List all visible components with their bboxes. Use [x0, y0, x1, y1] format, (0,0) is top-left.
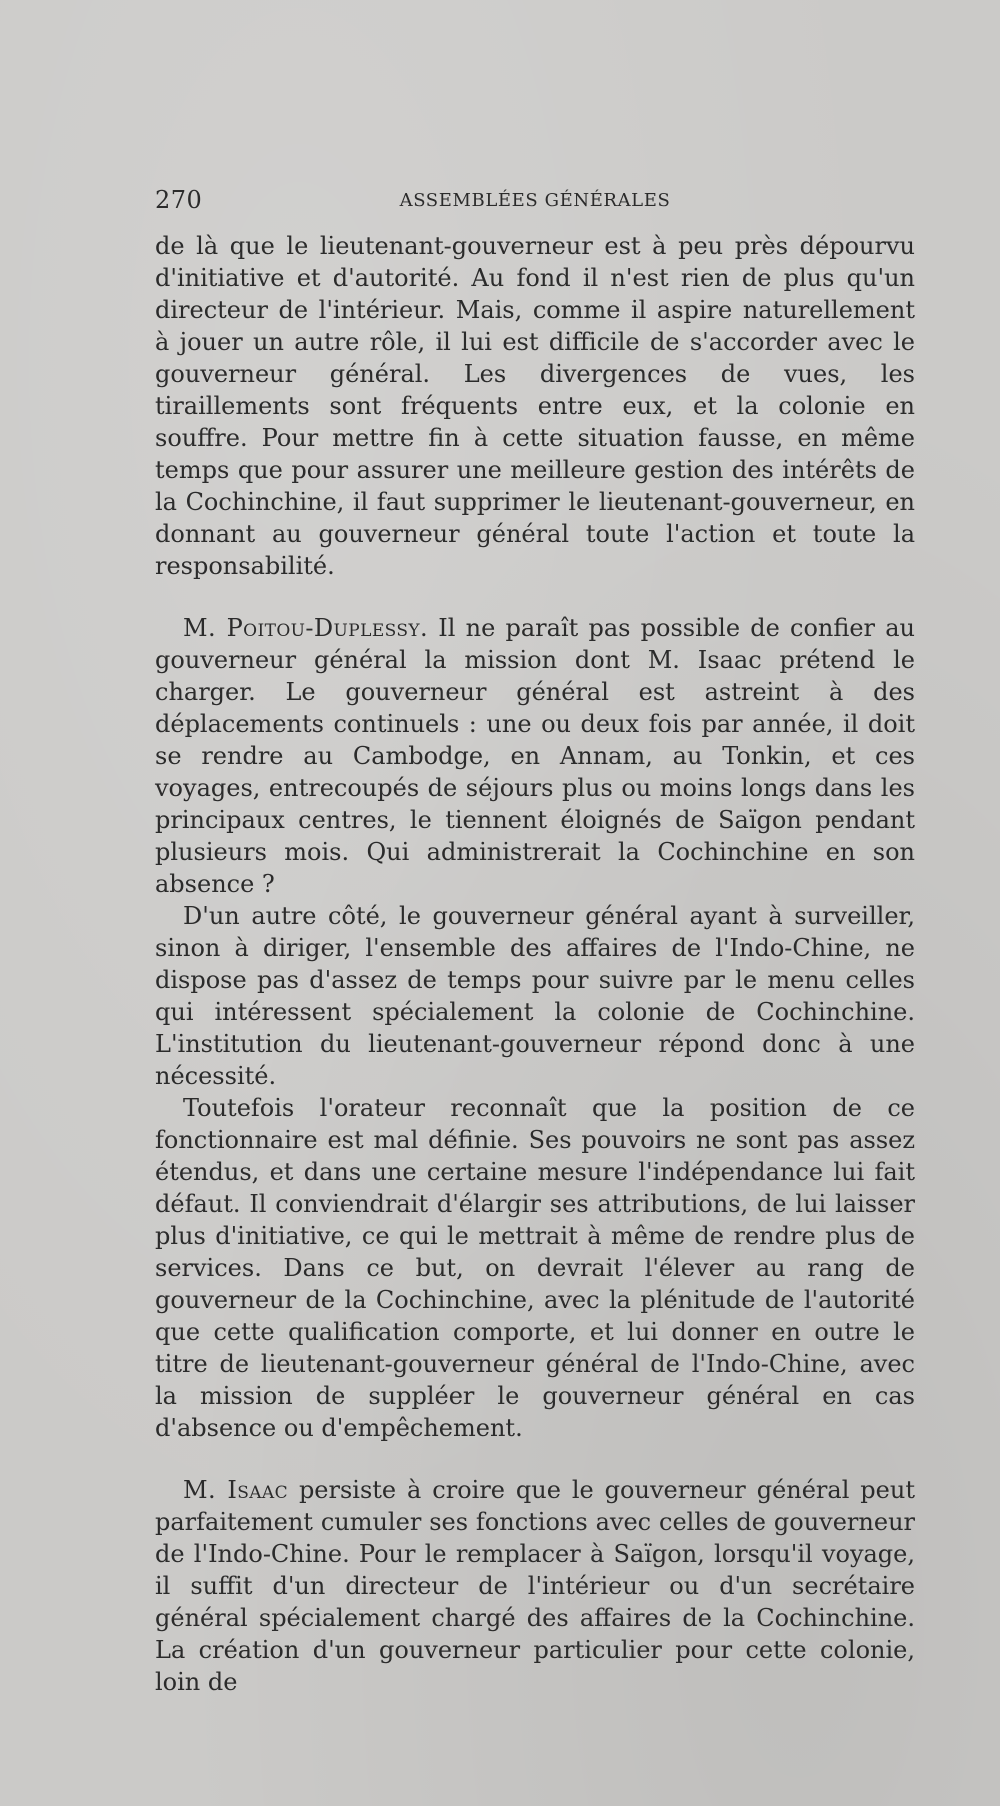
paragraph-text: de là que le lieutenant-gouverneur est à peu près dépourvu d'initiative et d'autorité. Au fond il n'est rien de plus qu'un directeur de l'intérieur. Mais, comme il aspire naturellement à jouer un autre rôle, il lui est difficile de s'accorder avec le gouverneur général. Les divergences de vues, les tiraillements sont fréquents entre eux, et la colonie en souffre. Pour mettre fin à cette situation fausse, en même temps que pour assurer une meilleure gestion des intérêts de la Cochinchine, il faut supprimer le lieutenant-gouverneur, en donnant au gouverneur général toute l'action et toute la responsabilité.: [155, 232, 915, 580]
page-header: [155, 186, 915, 220]
paragraph-text: D'un autre côté, le gouverneur général ayant à surveiller, sinon à diriger, l'ensemble des affaires de l'Indo-Chine, ne dispose pas d'assez de temps pour suivre par le menu celles qui intéressent spécialement la colonie de Cochinchine. L'institution du lieutenant-gouverneur répond donc à une nécessité.: [155, 902, 915, 1090]
paragraph-text: Il ne paraît pas possible de confier au gouverneur général la mission dont M. Isaac prétend le charger. Le gouverneur général est astreint à des déplacements continuels : une ou deux fois par année, il doit se rendre au Cambodge, en Annam, au Tonkin, et ces voyages, entrecoupés de séjours plus ou moins longs dans les principaux centres, le tiennent éloignés de Saïgon pendant plusieurs mois. Qui administrerait la Cochinchine en son absence ?: [155, 614, 915, 898]
running-title: ASSEMBLÉES GÉNÉRALES: [399, 190, 671, 211]
speaker-name: M. Poitou-Duplessy.: [183, 614, 429, 642]
paragraph-text: persiste à croire que le gouverneur général peut parfaitement cumuler ses fonctions avec celles de gouverneur de l'Indo-Chine. Pour le remplacer à Saïgon, lorsqu'il voyage, il suffit d'un directeur de l'intérieur ou d'un secrétaire général spécialement chargé des affaires de la Cochinchine. La création d'un gouverneur particulier pour cette colonie, loin de: [155, 1476, 915, 1696]
body-text: [155, 230, 915, 1698]
paragraph-indo-chine-affairs: [155, 900, 915, 1092]
speaker-name: M. Isaac: [183, 1476, 289, 1504]
paragraph-text: Toutefois l'orateur reconnaît que la position de ce fonctionnaire est mal définie. Ses pouvoirs ne sont pas assez étendus, et dans une certaine mesure l'indépendance lui fait défaut. Il conviendrait d'élargir ses attributions, de lui laisser plus d'initiative, ce qui le mettrait à même de rendre plus de services. Dans ce but, on devrait l'élever au rang de gouverneur de la Cochinchine, avec la plénitude de l'autorité que cette qualification comporte, et lui donner en outre le titre de lieutenant-gouverneur général de l'Indo-Chine, avec la mission de suppléer le gouverneur général en cas d'absence ou d'empêchement.: [155, 1094, 915, 1442]
paragraph-poitou-duplessy: [155, 612, 915, 900]
paragraph-toutefois: [155, 1092, 915, 1444]
paragraph-isaac: [155, 1474, 915, 1698]
paragraph-continuation: [155, 230, 915, 582]
page-number: 270: [155, 186, 203, 214]
